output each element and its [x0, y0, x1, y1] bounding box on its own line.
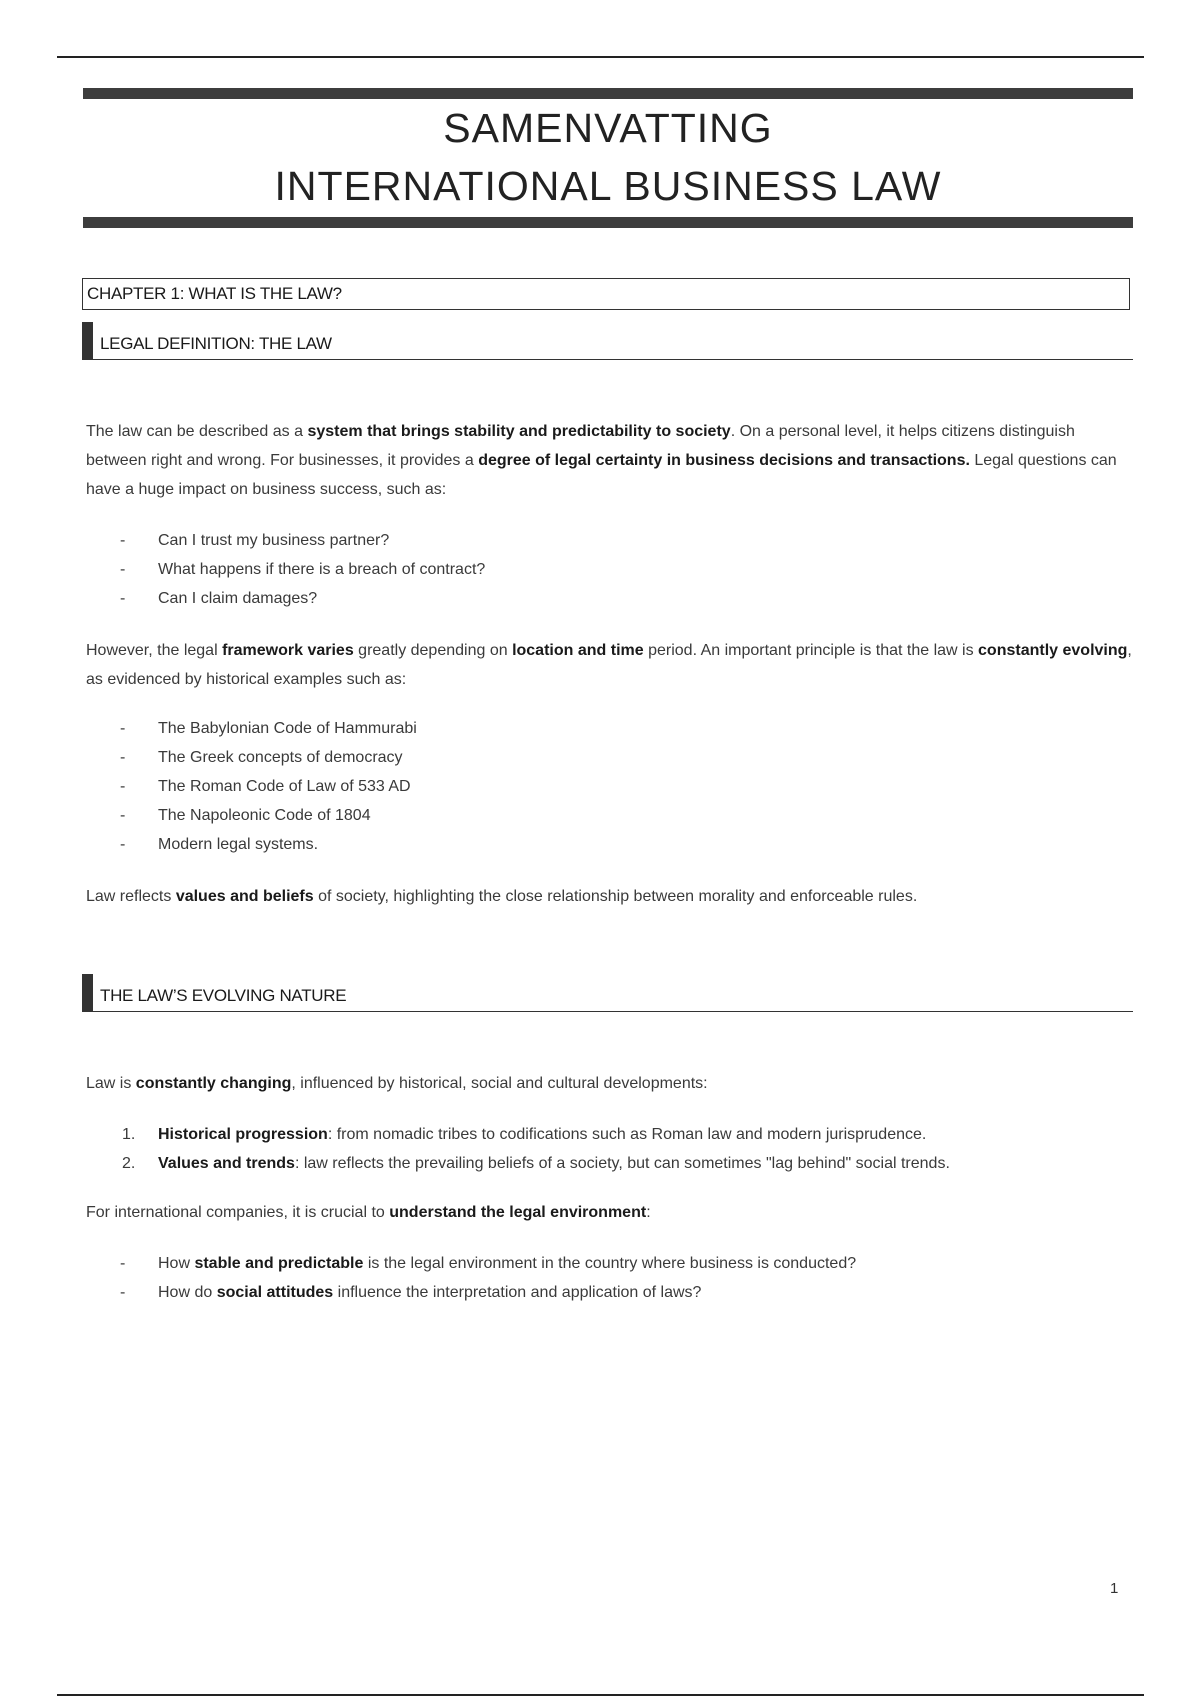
- section-marker: [82, 974, 93, 1012]
- paragraph-framework: However, the legal framework varies greatly depending on location and time period. An important principle is that the law is constantly evolving, as evidenced by historical examples such as:: [86, 642, 1132, 688]
- list-item: - Can I trust my business partner?: [120, 532, 390, 549]
- list-item: 2. Values and trends: law reflects the prevailing beliefs of a society, but can sometimes "lag behind" social trends.: [122, 1155, 950, 1172]
- title-top-bar: [83, 88, 1133, 99]
- list-item: - The Greek concepts of democracy: [120, 749, 403, 766]
- section-heading-legal-definition: [82, 322, 1133, 360]
- paragraph-law-changing: Law is constantly changing, influenced by historical, social and cultural developments:: [86, 1075, 708, 1092]
- list-item: - What happens if there is a breach of contract?: [120, 561, 486, 578]
- list-item: - The Napoleonic Code of 1804: [120, 807, 371, 824]
- list-item: - The Babylonian Code of Hammurabi: [120, 720, 417, 737]
- list-item: - Modern legal systems.: [120, 836, 319, 853]
- business-questions-list: [86, 526, 1126, 613]
- historical-examples-list: [86, 714, 1126, 859]
- list-item: - How stable and predictable is the legal environment in the country where business is conducted?: [120, 1255, 857, 1272]
- development-points-list: [86, 1120, 1126, 1178]
- list-item: - How do social attitudes influence the interpretation and application of laws?: [120, 1284, 702, 1301]
- paragraph-companies: For international companies, it is crucial to understand the legal environment:: [86, 1204, 651, 1221]
- page-top-rule: [57, 56, 1144, 58]
- section-heading-label: LEGAL DEFINITION: THE LAW: [100, 334, 332, 353]
- paragraph-law-definition: The law can be described as a system that brings stability and predictability to society. On a personal level, it helps citizens distinguish between right and wrong. For businesses, it provides a degree of legal certainty in business decisions and transactions. Legal questions can have a huge impact on business success, such as:: [86, 423, 1117, 498]
- paragraph-values: Law reflects values and beliefs of society, highlighting the close relationship between morality and enforceable rules.: [86, 888, 918, 905]
- page-number: 1: [1110, 1580, 1119, 1597]
- title-bottom-bar: [83, 217, 1133, 228]
- section-heading-label: THE LAW’S EVOLVING NATURE: [100, 986, 347, 1005]
- list-item: - Can I claim damages?: [120, 590, 318, 607]
- list-item: 1. Historical progression: from nomadic tribes to codifications such as Roman law and modern jurisprudence.: [122, 1126, 927, 1143]
- list-item: - The Roman Code of Law of 533 AD: [120, 778, 411, 795]
- section-heading-evolving-nature: [82, 974, 1133, 1012]
- legal-environment-questions-list: [86, 1249, 1126, 1307]
- title-line-2: INTERNATIONAL BUSINESS LAW: [274, 163, 942, 209]
- section-marker: [82, 322, 93, 360]
- page-bottom-rule: [57, 1694, 1144, 1696]
- title-line-1: SAMENVATTING: [443, 105, 773, 151]
- chapter-heading: CHAPTER 1: WHAT IS THE LAW?: [82, 278, 1130, 310]
